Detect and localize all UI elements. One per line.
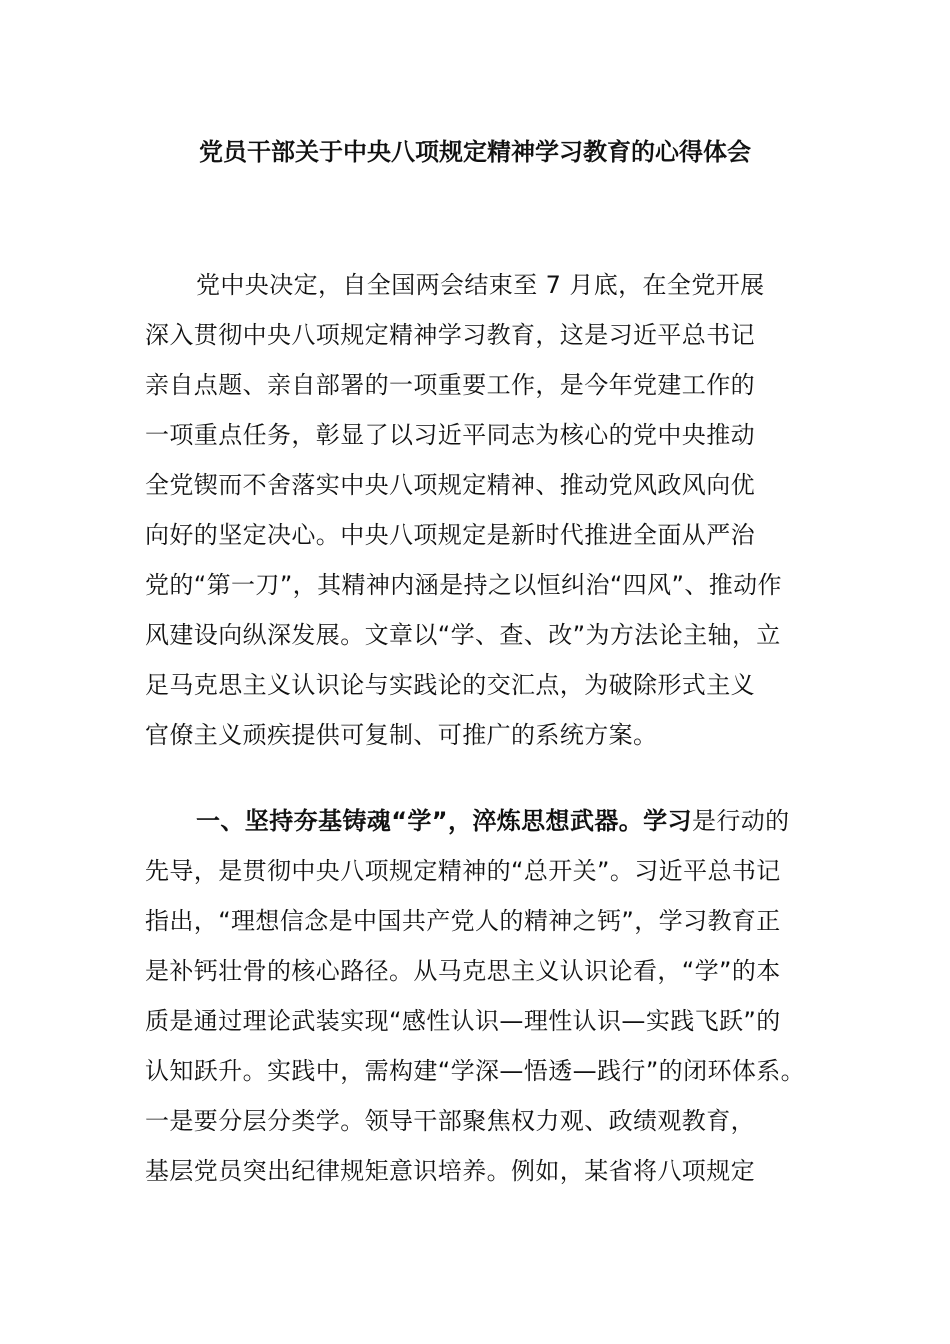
paragraph-1-line-10: 官僚主义顽疾提供可复制、可推广的系统方案。 — [145, 721, 658, 749]
section-first-line-rest: 是行动的 — [691, 807, 790, 835]
paragraph-2-line-4: 是补钙壮骨的核心路径。从马克思主义认识论看，“学”的本 — [145, 957, 781, 985]
paragraph-1-line-5: 全党锲而不舍落实中央八项规定精神、推动党风政风向优 — [145, 471, 755, 499]
paragraph-1-line-4: 一项重点任务，彰显了以习近平同志为核心的党中央推动 — [145, 421, 755, 449]
paragraph-1-line-3: 亲自点题、亲自部署的一项重要工作，是今年党建工作的 — [145, 371, 755, 399]
paragraph-1-line-8: 风建设向纵深发展。文章以“学、查、改”为方法论主轴，立 — [145, 621, 781, 649]
paragraph-1-line-2: 深入贯彻中央八项规定精神学习教育，这是习近平总书记 — [145, 321, 755, 349]
paragraph-1-line-9: 足马克思主义认识论与实践论的交汇点，为破除形式主义 — [145, 671, 755, 699]
paragraph-2-line-6: 认知跃升。实践中，需构建“学深—悟透—践行”的闭环体系。 — [145, 1057, 806, 1085]
paragraph-2-line-3: 指出，“理想信念是中国共产党人的精神之钙”，学习教育正 — [145, 907, 781, 935]
paragraph-2-line-1 — [196, 805, 790, 837]
paragraph-2-line-7: 一是要分层分类学。领导干部聚焦权力观、政绩观教育， — [145, 1107, 755, 1135]
section-lead-word: 学习 — [643, 807, 692, 835]
paragraph-1-line-6: 向好的坚定决心。中央八项规定是新时代推进全面从严治 — [145, 521, 755, 549]
paragraph-2-line-8: 基层党员突出纪律规矩意识培养。例如，某省将八项规定 — [145, 1157, 755, 1185]
paragraph-1-line-1: 党中央决定，自全国两会结束至 7 月底，在全党开展 — [196, 271, 765, 299]
paragraph-2-line-2: 先导，是贯彻中央八项规定精神的“总开关”。习近平总书记 — [145, 857, 781, 885]
document-title: 党员干部关于中央八项规定精神学习教育的心得体会 — [199, 138, 751, 166]
section-heading: 一、坚持夯基铸魂“学”，淬炼思想武器。 — [196, 807, 644, 835]
paragraph-1-line-7: 党的“第一刀”，其精神内涵是持之以恒纠治“四风”、推动作 — [145, 571, 782, 599]
paragraph-2-line-5: 质是通过理论武装实现“感性认识—理性认识—实践飞跃”的 — [145, 1007, 781, 1035]
